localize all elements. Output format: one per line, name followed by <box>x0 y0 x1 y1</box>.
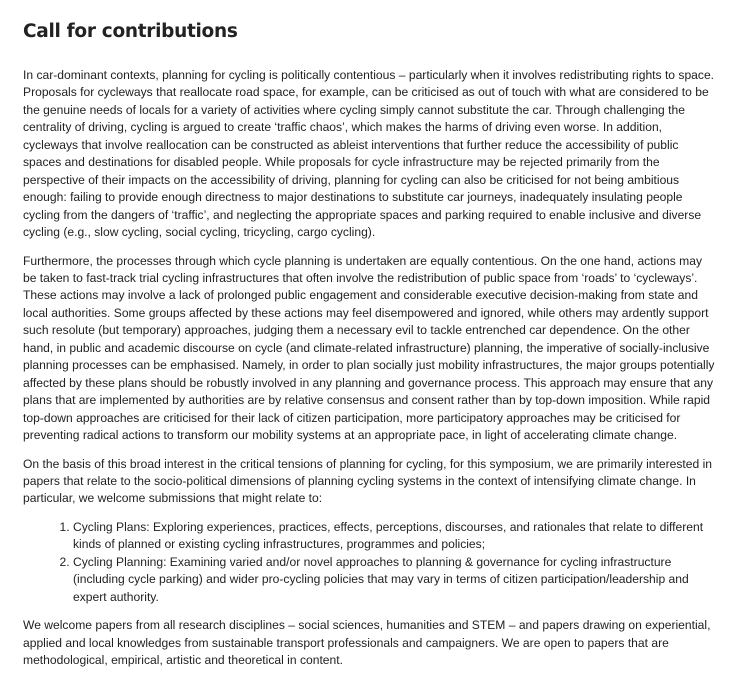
topics-list <box>23 519 717 606</box>
list-item: 1. Cycling Plans: Exploring experiences, practices, effects, perceptions, discourses, and rationales that relate to different kinds of planned or existing cycling infrastructures, programmes and policies; <box>73 519 717 554</box>
article <box>23 18 717 670</box>
paragraph-context: In car-dominant contexts, planning for cycling is politically contentious – particularly when it involves redistributing rights to space. Proposals for cycleways that reallocate road space, for example, can be criticised as out of touch with what are considered to be the genuine needs of locals for a variety of activities where cycling simply cannot substitute the car. Through challenging the centrality of driving, cycling is argued to create ‘traffic chaos’, which makes the harms of driving even worse. In addition, cycleways that involve reallocation can be constructed as ableist interventions that further reduce the accessibility of public spaces and destinations for disabled people. While proposals for cycle infrastructure may be rejected primarily from the perspective of their impacts on the accessibility of driving, planning for cycling can also be criticised for not being ambitious enough: failing to provide enough directness to major destinations to substitute car journeys, inadequately insulating people cycling from the dangers of ‘traffic’, and neglecting the appropriate spaces and parking required to enable inclusive and diverse cycling (e.g., slow cycling, social cycling, tricycling, cargo cycling). <box>23 68 715 240</box>
list-item: 2. Cycling Planning: Examining varied and/or novel approaches to planning & governance for cycling infrastructure (including cycle parking) and wider pro-cycling policies that may vary in terms of citizen participation/leadership and expert authority. <box>73 554 717 606</box>
paragraph-interest: On the basis of this broad interest in the critical tensions of planning for cycling, for this symposium, we are primarily interested in papers that relate to the socio-political dimensions of planning cycling systems in the context of intensifying climate change. In particular, we welcome submissions that might relate to: <box>23 456 712 506</box>
paragraph-processes: Furthermore, the processes through which cycle planning is undertaken are equally contentious. On the one hand, actions may be taken to fast-track trial cycling infrastructures that often involve the redistribution of public space from ‘roads’ to ‘cycleways’. These actions may involve a lack of prolonged public engagement and considerable executive decision-making from state and local authorities. Some groups affected by these actions may feel disempowered and ignored, while others may ardently support such resolute (but temporary) approaches, judging them a necessary evil to tackle entrenched car dependence. On the other hand, in public and academic discourse on cycle (and climate-related infrastructure) planning, the imperative of socially-inclusive planning processes can be emphasised. Namely, in order to plan socially just mobility infrastructures, the major groups potentially affected by these plans should be robustly involved in any planning and governance process. This approach may ensure that any plans that are implemented by authorities are by relative consensus and consent rather than by top-down imposition. While rapid top-down approaches are criticised for their lack of citizen participation, more participatory approaches may be criticised for preventing radical actions to transform our mobility systems at an appropriate pace, in light of accelerating climate change. <box>23 253 715 443</box>
paragraph-welcome: We welcome papers from all research disciplines – social sciences, humanities and STEM – and papers drawing on experiential, applied and local knowledges from sustainable transport professionals and campaigners. We are open to papers that are methodological, empirical, artistic and theoretical in content. <box>23 618 711 668</box>
page-title: Call for contributions <box>23 21 238 42</box>
article-body <box>23 67 717 670</box>
